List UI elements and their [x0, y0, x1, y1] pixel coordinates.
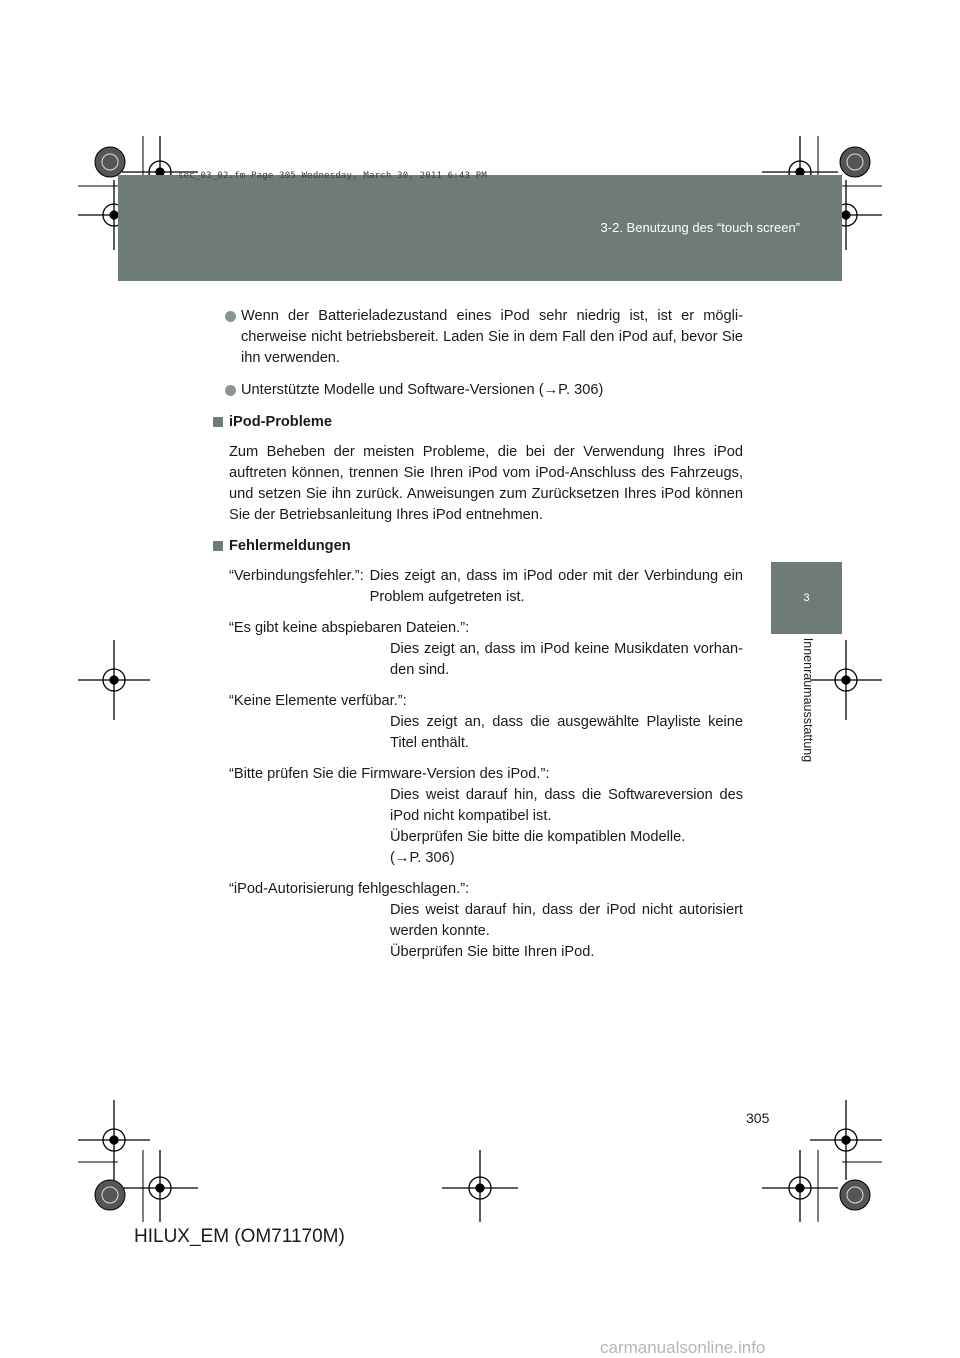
section-title: 3-2. Benutzung des “touch screen” — [600, 220, 800, 235]
bullet-text: Unterstützte Modelle und Software-Versionen (→P. 306) — [241, 382, 604, 398]
error-description — [229, 785, 743, 869]
error-description — [229, 712, 743, 754]
watermark: carmanualsonline.info — [600, 1338, 766, 1357]
error-term: “Es gibt keine abspiebaren Dateien.”: — [229, 620, 470, 636]
bullet-dot-icon — [225, 385, 236, 396]
error-description-line: (→P. 306) — [390, 850, 455, 866]
error-description-line: Dies weist darauf hin, dass die Softwareversion des iPod nicht kompatibel ist. — [390, 787, 743, 824]
error-description — [364, 566, 743, 608]
chapter-number: 3 — [803, 592, 810, 604]
print-stamp: sec_03_02.fm Page 305 Wednesday, March 30, 2011 6:43 PM — [178, 171, 488, 181]
error-description-line: Dies zeigt an, dass im iPod keine Musikdaten vorhanden sind. — [390, 641, 743, 678]
error-entry — [213, 566, 743, 608]
bullet-dot-icon — [225, 311, 236, 322]
error-term: “Keine Elemente verfübar.”: — [229, 693, 407, 709]
chapter-tab — [771, 562, 842, 634]
square-bullet-icon — [213, 541, 223, 551]
error-description-line: Dies weist darauf hin, dass der iPod nicht autorisiert werden konnte. — [390, 902, 743, 939]
section-heading — [213, 536, 743, 557]
chapter-label: Innenraumausstattung — [801, 637, 815, 763]
error-term: “iPod-Autorisierung fehlgeschlagen.”: — [229, 881, 470, 897]
section-heading-text: Fehlermeldungen — [229, 538, 351, 554]
error-entry — [213, 618, 743, 681]
error-entry — [213, 879, 743, 963]
bullet-item — [213, 380, 743, 401]
bullet-item — [213, 306, 743, 369]
error-entry — [213, 691, 743, 754]
page-number: 305 — [746, 1110, 770, 1126]
error-description-line: Überprüfen Sie bitte Ihren iPod. — [390, 944, 595, 960]
error-description — [229, 639, 743, 681]
error-description-line: Dies zeigt an, dass im iPod oder mit der Verbindung ein Problem aufgetreten ist. — [369, 568, 743, 605]
page-content — [213, 306, 743, 973]
error-description-line: Dies zeigt an, dass die ausgewählte Playliste keine Titel enthält. — [390, 714, 743, 751]
error-description — [229, 900, 743, 963]
section-heading-text: iPod-Probleme — [229, 414, 332, 430]
error-term: “Verbindungsfehler.”: — [229, 568, 364, 584]
manual-code: HILUX_EM (OM71170M) — [134, 1226, 345, 1247]
square-bullet-icon — [213, 417, 223, 427]
section-body: Zum Beheben der meisten Probleme, die bei der Verwendung Ihres iPod auftreten können, trennen Sie Ihren iPod vom iPod-Anschluss des Fahrzeugs, und setzen Sie ihn zurück. Anweisungen zum Zurücksetzen Ihres iPod können Sie der Betriebsanleitung Ihres iPod entnehmen. — [229, 444, 743, 523]
section-heading — [213, 412, 743, 433]
error-entry — [213, 764, 743, 869]
error-description-line: Überprüfen Sie bitte die kompatiblen Modelle. — [390, 829, 686, 845]
bullet-text: Wenn der Batterieladezustand eines iPod sehr niedrig ist, ist er möglicherweise nicht betriebsbereit. Laden Sie in dem Fall den iPod auf, bevor Sie ihn verwenden. — [241, 308, 743, 366]
error-term: “Bitte prüfen Sie die Firmware-Version des iPod.”: — [229, 766, 550, 782]
